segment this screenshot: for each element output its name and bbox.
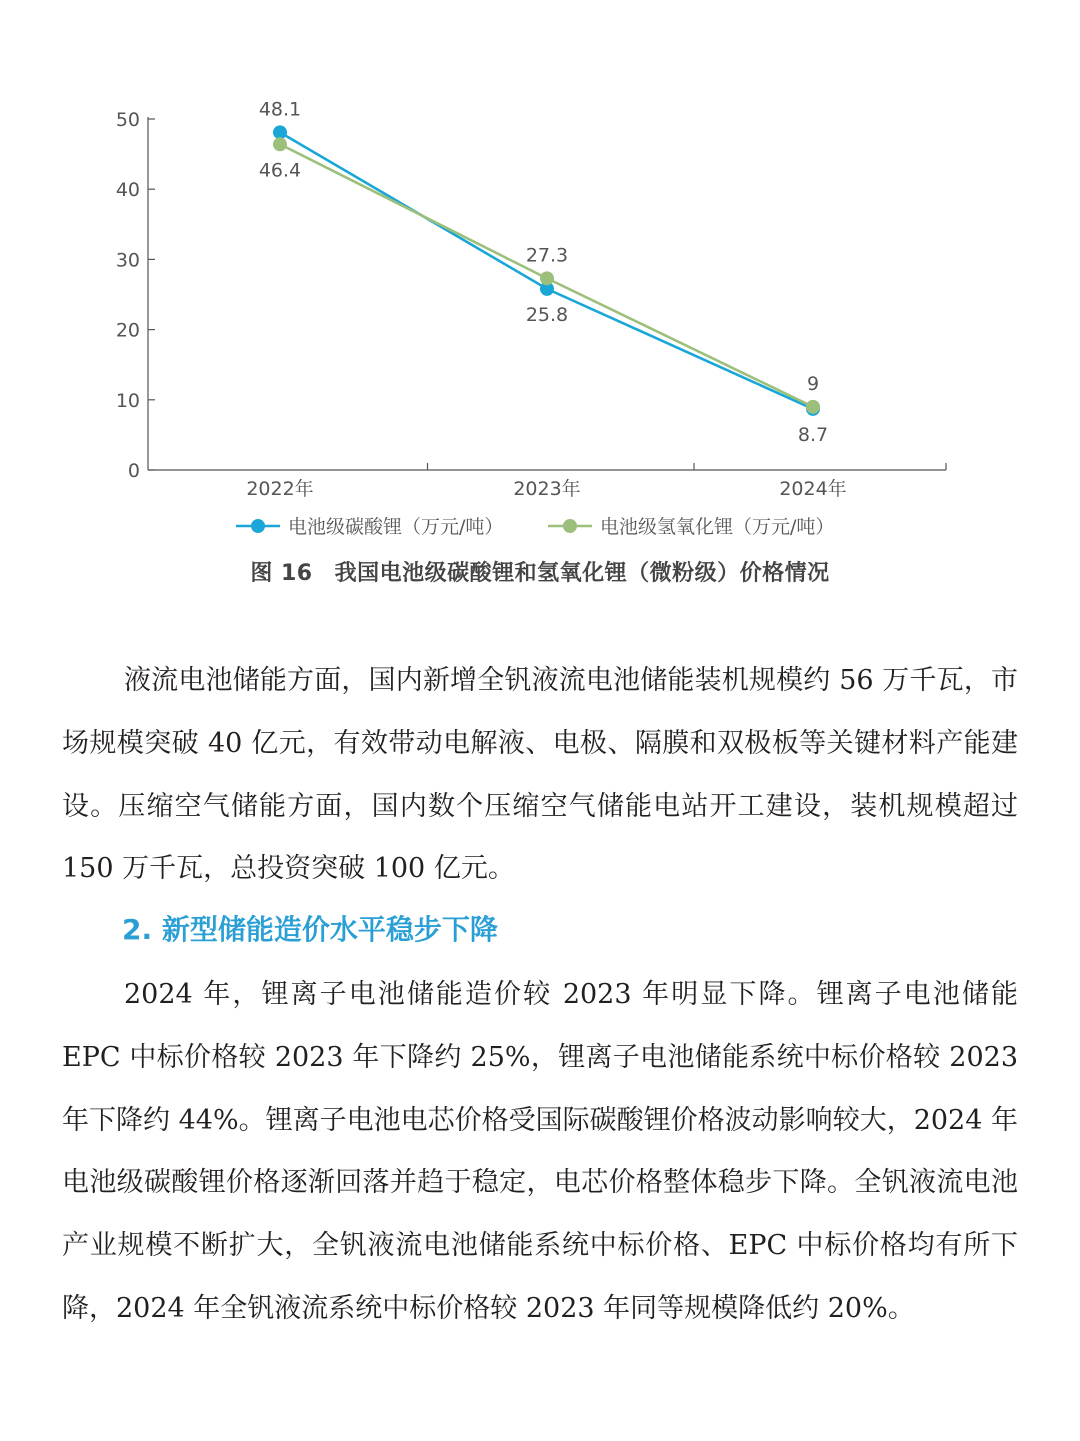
- series-2: [259, 137, 820, 414]
- chart-series: [259, 98, 828, 446]
- data-label: 27.3: [525, 244, 569, 267]
- data-point: [540, 271, 554, 285]
- data-point: [273, 125, 287, 139]
- figure-caption: [0, 556, 1080, 587]
- y-tick-label: 40: [115, 179, 140, 202]
- y-tick-label: 50: [115, 109, 140, 131]
- legend-item: [236, 516, 503, 538]
- legend-marker: [563, 519, 577, 533]
- legend-item: [548, 516, 834, 538]
- data-point: [806, 400, 820, 414]
- y-tick-label: 20: [115, 319, 140, 342]
- chart-legend: [236, 516, 834, 538]
- data-label: 25.8: [525, 303, 569, 326]
- legend-label: 电池级碳酸锂（万元/吨）: [288, 516, 504, 538]
- y-tick-label: 10: [115, 389, 140, 412]
- paragraph-flow-battery: 液流电池储能方面，国内新增全钒液流电池储能装机规模约 56 万千瓦，市场规模突破 40 亿元，有效带动电解液、电极、隔膜和双极板等关键材料产能建设。压缩空气储能方面，国内数个压缩空气储能电站开工建设，装机规模超过 150 万千瓦，总投资突破 100 亿元。: [62, 665, 1018, 885]
- y-tick-label: 0: [127, 460, 140, 482]
- data-label: 46.4: [258, 159, 302, 182]
- figure-number: 图 16: [250, 561, 313, 586]
- price-line-chart: [0, 0, 1080, 545]
- x-tick-label: 2023年: [513, 478, 581, 500]
- paragraph-cost-decline: 2024 年，锂离子电池储能造价较 2023 年明显下降。锂离子电池储能 EPC 中标价格较 2023 年下降约 25%，锂离子电池储能系统中标价格较 2023 年下降约 44%。锂离子电池电芯价格受国际碳酸锂价格波动影响较大，2024 年电池级碳酸锂价格逐渐回落并趋于稳定，电芯价格整体稳步下降。全钒液流电池产业规模不断扩大，全钒液流电池储能系统中标价格、EPC 中标价格均有所下降，2024 年全钒液流系统中标价格较 2023 年同等规模降低约 20%。: [62, 979, 1018, 1324]
- section-heading: 2. 新型储能造价水平稳步下降: [122, 913, 498, 946]
- legend-marker: [251, 519, 265, 533]
- figure-caption-text: 我国电池级碳酸锂和氢氧化锂（微粉级）价格情况: [334, 561, 830, 586]
- x-tick-label: 2024年: [779, 478, 847, 500]
- y-tick-label: 30: [115, 249, 140, 272]
- data-label: 48.1: [258, 98, 302, 121]
- series-1: [259, 98, 828, 446]
- legend-label: 电池级氢氧化锂（万元/吨）: [600, 516, 835, 538]
- body-text-1: [62, 650, 1018, 901]
- body-text-2: [62, 964, 1018, 1341]
- x-tick-label: 2022年: [246, 478, 314, 500]
- data-label: 9: [806, 372, 820, 395]
- data-point: [273, 137, 287, 151]
- data-label: 8.7: [797, 423, 829, 446]
